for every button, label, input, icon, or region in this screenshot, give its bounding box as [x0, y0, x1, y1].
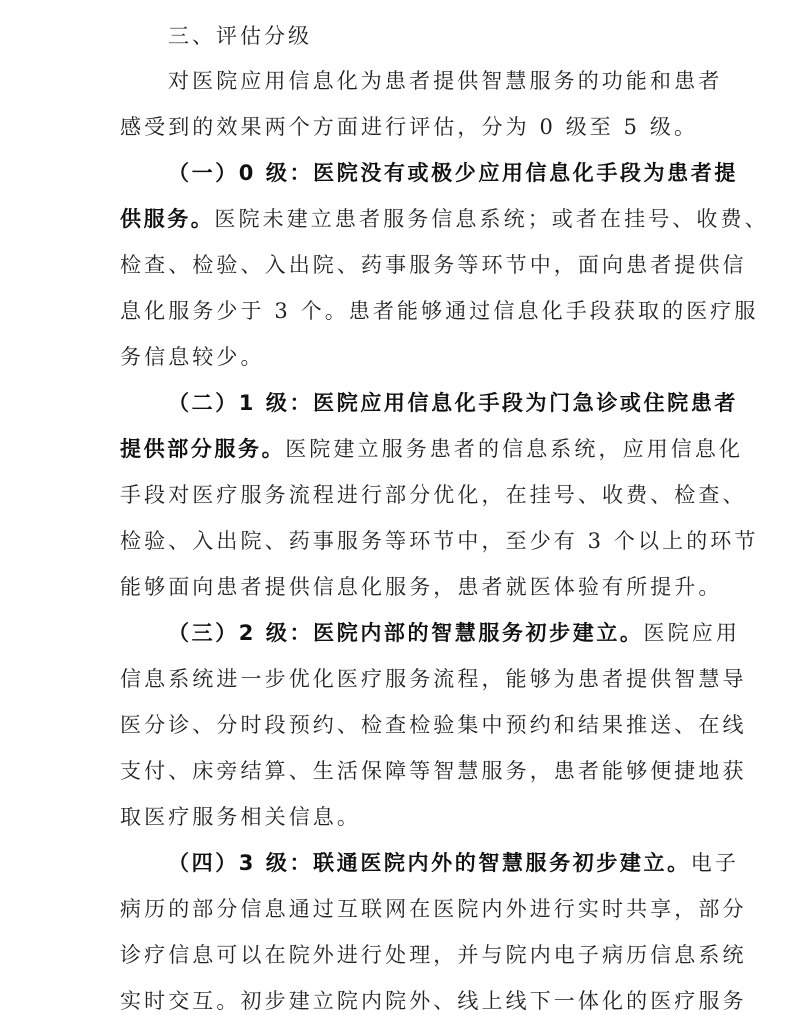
level-1-body-line: 手段对医疗服务流程进行部分优化，在挂号、收费、检查、: [120, 483, 747, 507]
level-3-body-line: 实时交互。初步建立院内院外、线上线下一体化的医疗服务: [120, 989, 747, 1013]
level-0-line-2: [120, 205, 769, 233]
level-1-label: （二）1 级：: [168, 391, 314, 415]
level-0-heading: [168, 159, 738, 187]
level-2-body-line: 医分诊、分时段预约、检查检验集中预约和结果推送、在线: [120, 713, 747, 737]
level-1-body-line: 检验、入出院、药事服务等环节中，至少有 3 个以上的环节: [120, 529, 759, 553]
level-0-body-start: 医院未建立患者服务信息系统；或者在挂号、收费、: [214, 207, 769, 231]
level-1-line-2: [120, 435, 743, 463]
level-2-body-line: 信息系统进一步优化医疗服务流程，能够为患者提供智慧导: [120, 667, 747, 691]
intro-line-1: 对医院应用信息化为患者提供智慧服务的功能和患者: [168, 69, 723, 93]
level-0-title: 医院没有或极少应用信息化手段为患者提: [313, 161, 738, 185]
level-0-title-end: 供服务。: [120, 207, 215, 231]
level-3-body-line: 病历的部分信息通过互联网在医院内外进行实时共享，部分: [120, 897, 747, 921]
level-1-heading: [168, 389, 738, 417]
level-2-heading: [168, 619, 740, 647]
level-1-body-start: 医院建立服务患者的信息系统，应用信息化: [285, 437, 744, 461]
level-0-body-line: 息化服务少于 3 个。患者能够通过信息化手段获取的医疗服: [120, 299, 759, 323]
level-0-label: （一）0 级：: [168, 161, 314, 185]
section-heading: 三、评估分级: [168, 24, 312, 48]
level-2-body-line: 取医疗服务相关信息。: [120, 805, 361, 829]
level-1-title-end: 提供部分服务。: [120, 437, 286, 461]
level-1-body-line: 能够面向患者提供信息化服务，患者就医体验有所提升。: [120, 575, 723, 599]
intro-line-2: 感受到的效果两个方面进行评估，分为 0 级至 5 级。: [120, 115, 699, 139]
level-0-body-line: 检查、检验、入出院、药事服务等环节中，面向患者提供信: [120, 253, 747, 277]
level-2-body-start: 医院应用: [643, 621, 740, 645]
level-3-heading: [168, 849, 739, 877]
level-3-label: （四）3 级：: [168, 851, 314, 875]
level-3-body-line: 诊疗信息可以在院外进行处理，并与院内电子病历信息系统: [120, 943, 747, 967]
level-2-title: 医院内部的智慧服务初步建立。: [313, 621, 644, 645]
level-3-body-start: 电子: [690, 851, 739, 875]
level-2-body-line: 支付、床旁结算、生活保障等智慧服务，患者能够便捷地获: [120, 759, 747, 783]
level-1-title: 医院应用信息化手段为门急诊或住院患者: [313, 391, 738, 415]
level-2-label: （三）2 级：: [168, 621, 314, 645]
level-3-title: 联通医院内外的智慧服务初步建立。: [313, 851, 691, 875]
level-0-body-line: 务信息较少。: [120, 345, 265, 369]
